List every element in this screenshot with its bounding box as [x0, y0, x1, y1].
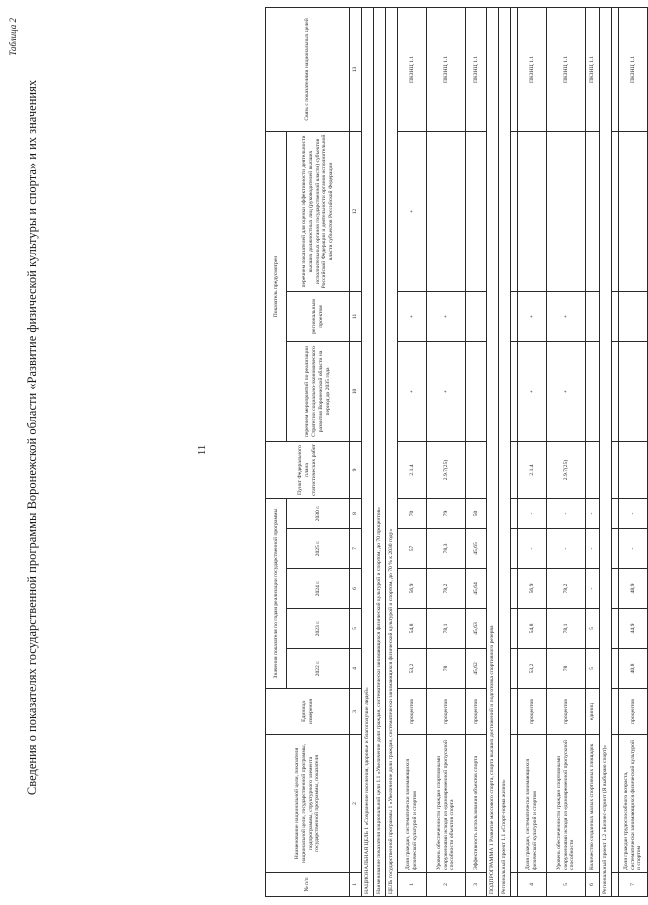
empty-cell — [612, 689, 619, 735]
strategy-mark — [466, 341, 487, 441]
plan-point — [619, 441, 648, 498]
empty-cell — [612, 7, 619, 131]
indicator-name: Уровень обеспеченности граждан спортивными сооружениями исходя из единовременной пропускной способности объектов спорта — [427, 735, 466, 873]
regional-project-row: Региональный проект 1.2 «Бизнес-спринт (Я выбираю спорт)» — [600, 7, 612, 896]
indicator-name: Эффективность использования объектов спорта — [466, 735, 487, 873]
year-value: 45,65 — [466, 529, 487, 569]
column-number: 6 — [350, 569, 362, 609]
header-pred-regional: региональным проектом — [287, 291, 350, 341]
column-number: 2 — [350, 735, 362, 873]
table-row — [427, 7, 466, 896]
empty-cell — [511, 131, 518, 291]
year-value: 78,1 — [427, 609, 466, 649]
empty-cell — [511, 735, 518, 873]
year-value: - — [586, 569, 600, 609]
strategy-mark: + — [427, 341, 466, 441]
empty-cell — [612, 873, 619, 897]
year-value: 78,3 — [427, 529, 466, 569]
national-link: ПКЗНЦ 1.1 — [427, 7, 466, 131]
unit: процентов — [619, 689, 648, 735]
year-value: 53,2 — [398, 649, 427, 689]
efficiency-mark — [427, 131, 466, 291]
empty-cell — [511, 498, 518, 528]
spacer-row — [511, 7, 518, 896]
efficiency-mark — [619, 131, 648, 291]
national-link: ПКЗНЦ 1.1 — [398, 7, 427, 131]
year-value: - — [547, 498, 586, 528]
table-row — [518, 7, 547, 896]
indicator-name: Уровень обеспеченности граждан спортивными сооружениями исходя из единовременной пропускной способности — [547, 735, 586, 873]
indicator-name: Доля граждан, систематически занимающихся физической культурой и спортом — [518, 735, 547, 873]
row-number: 5 — [547, 873, 586, 897]
empty-cell — [612, 649, 619, 689]
column-number: 5 — [350, 609, 362, 649]
year-value: - — [518, 529, 547, 569]
year-value: 78 — [427, 649, 466, 689]
page-number: 11 — [196, 444, 208, 456]
column-number: 10 — [350, 341, 362, 441]
year-value: - — [586, 529, 600, 569]
row-number: 6 — [586, 873, 600, 897]
header-values-group: Значения показателя по годам реализации государственной программы — [266, 498, 287, 688]
regional-mark — [466, 291, 487, 341]
empty-cell — [511, 649, 518, 689]
strategy-mark: + — [398, 341, 427, 441]
column-numbers-row — [350, 7, 362, 896]
year-value: 45,62 — [466, 649, 487, 689]
year-value: 78,1 — [547, 609, 586, 649]
header-year: 2023 г. — [287, 609, 350, 649]
header-num: № п/п — [266, 873, 350, 897]
regional-mark: + — [518, 291, 547, 341]
strategy-mark: + — [547, 341, 586, 441]
empty-cell — [612, 735, 619, 873]
table-row — [547, 7, 586, 896]
empty-cell — [612, 569, 619, 609]
year-value: 56,9 — [398, 569, 427, 609]
year-value: 78 — [547, 649, 586, 689]
header-year: 2030 г. — [287, 498, 350, 528]
header-link: Связь с показателями национальных целей — [266, 7, 350, 131]
plan-point: 2.9.7(25) — [427, 441, 466, 498]
efficiency-mark — [547, 131, 586, 291]
unit: единиц — [586, 689, 600, 735]
empty-cell — [612, 291, 619, 341]
row-number: 2 — [427, 873, 466, 897]
national-link: ПКЗНЦ 1.1 — [518, 7, 547, 131]
table-row — [466, 7, 487, 896]
empty-cell — [612, 529, 619, 569]
subprogram-row: ПОДПРОГРАММА 1 Развитие массового спорта, спорта высших достижений и подготовка спортивного резерва — [487, 7, 499, 896]
year-value: 79 — [427, 498, 466, 528]
year-value: 44,9 — [619, 609, 648, 649]
empty-cell — [612, 441, 619, 498]
spacer-row — [612, 7, 619, 896]
empty-cell — [612, 131, 619, 291]
year-value: 50 — [466, 498, 487, 528]
column-number: 11 — [350, 291, 362, 341]
year-value: 54,8 — [518, 609, 547, 649]
national-goal-row: НАЦИОНАЛЬНАЯ ЦЕЛЬ 1 «Сохранение населения, здоровье и благополучие людей» — [362, 7, 374, 896]
year-value: - — [586, 498, 600, 528]
column-number: 9 — [350, 441, 362, 498]
row-number: 4 — [518, 873, 547, 897]
regional-mark — [619, 291, 648, 341]
header-year: 2022 г. — [287, 649, 350, 689]
regional-project-row: Региональный проект 1.1 «Спорт-норма жизни» — [499, 7, 511, 896]
efficiency-mark — [466, 131, 487, 291]
efficiency-mark — [586, 131, 600, 291]
plan-point — [586, 441, 600, 498]
row-number: 3 — [466, 873, 487, 897]
table-row — [619, 7, 648, 896]
plan-point: 2.1.4 — [398, 441, 427, 498]
row-number: 1 — [398, 873, 427, 897]
unit: процентов — [547, 689, 586, 735]
year-value: 78,2 — [547, 569, 586, 609]
indicator-name: Доля граждан, систематически занимающихся физической культурой и спортом — [398, 735, 427, 873]
column-number: 12 — [350, 131, 362, 291]
column-number: 4 — [350, 649, 362, 689]
year-value: - — [619, 498, 648, 528]
column-number: 13 — [350, 7, 362, 131]
table-row — [398, 7, 427, 896]
header-pred-strategy: перечнем мероприятий по реализации Стратегии социально-экономического развития Воронежской области на период до 2035 года — [287, 341, 350, 441]
efficiency-mark: + — [398, 131, 427, 291]
year-value: 5 — [586, 649, 600, 689]
year-value: 54,8 — [398, 609, 427, 649]
year-value: 5 — [586, 609, 600, 649]
empty-cell — [511, 529, 518, 569]
year-value: 56,9 — [518, 569, 547, 609]
year-value: 45,64 — [466, 569, 487, 609]
regional-mark: + — [547, 291, 586, 341]
empty-cell — [511, 873, 518, 897]
header-year: 2024 г. — [287, 569, 350, 609]
year-value: 53,2 — [518, 649, 547, 689]
year-value: 48,9 — [619, 569, 648, 609]
empty-cell — [612, 498, 619, 528]
regional-mark — [586, 291, 600, 341]
empty-cell — [511, 341, 518, 441]
header-unit: Единица измерения — [266, 689, 350, 735]
header-name: Наименование национальной цели, показателя национальной цели, государственной программы, подпрограммы, структурного элемента государственной программы, показателя — [266, 735, 350, 873]
empty-cell — [511, 441, 518, 498]
year-value: - — [547, 529, 586, 569]
plan-point: 2.9.7(25) — [547, 441, 586, 498]
empty-cell — [511, 291, 518, 341]
unit: процентов — [518, 689, 547, 735]
indicator-name-row: Наименование показателя национальной цели 1.1 «Увеличение доли граждан, систематически занимающихся физической культурой и спортом, до 70 процентов» — [374, 7, 386, 896]
national-link: ПКЗНЦ 1.1 — [466, 7, 487, 131]
empty-cell — [612, 609, 619, 649]
strategy-mark — [586, 341, 600, 441]
empty-cell — [612, 341, 619, 441]
year-value: 40,8 — [619, 649, 648, 689]
column-number: 1 — [350, 873, 362, 897]
column-number: 3 — [350, 689, 362, 735]
unit: процентов — [398, 689, 427, 735]
header-pred-efficiency: перечнем показателей для оценки эффективности деятельности высших должностных лиц (руководителей высших исполнительных органов государственной власти) субъектов Российской Федерации и деятельности органов исполнительной власти субъектов Российской Федерации — [287, 131, 350, 291]
national-link: ПКЗНЦ 1.1 — [547, 7, 586, 131]
empty-cell — [511, 569, 518, 609]
regional-mark: + — [427, 291, 466, 341]
empty-cell — [511, 689, 518, 735]
table-row — [586, 7, 600, 896]
header-predusmotren: Показатель предусмотрен — [266, 131, 287, 441]
year-value: - — [518, 498, 547, 528]
national-link: ПКЗНЦ 1.1 — [586, 7, 600, 131]
indicator-name: Количество созданных малых спортивных площадок — [586, 735, 600, 873]
year-value: 70 — [398, 498, 427, 528]
indicators-table — [265, 7, 648, 897]
year-value: 57 — [398, 529, 427, 569]
empty-cell — [511, 609, 518, 649]
empty-cell — [511, 7, 518, 131]
efficiency-mark — [518, 131, 547, 291]
header-year: 2025 г. — [287, 529, 350, 569]
regional-mark: + — [398, 291, 427, 341]
plan-point — [466, 441, 487, 498]
strategy-mark — [619, 341, 648, 441]
national-link: ПКЗНЦ 1.1 — [619, 7, 648, 131]
header-plan-point: Пункт Федерального плана статистических работ — [266, 441, 350, 498]
column-number: 8 — [350, 498, 362, 528]
strategy-mark: + — [518, 341, 547, 441]
unit: процентов — [466, 689, 487, 735]
program-goal-row: ЦЕЛЬ государственной программы 1 «Увеличение доли граждан, систематически занимающихся физической культурой и спортом, до 70 % к 2030 году» — [386, 7, 398, 896]
indicator-name: Доля граждан трудоспособного возраста, систематически занимающихся физической культурой и спортом — [619, 735, 648, 873]
unit: процентов — [427, 689, 466, 735]
table-label: Таблица 2 — [8, 18, 18, 56]
document-title: Сведения о показателях государственной программы Воронежской области «Развитие физической культуры и спорта» и их значениях — [25, 79, 39, 796]
year-value: - — [619, 529, 648, 569]
column-number: 7 — [350, 529, 362, 569]
year-value: 45,63 — [466, 609, 487, 649]
year-value: 78,2 — [427, 569, 466, 609]
row-number: 7 — [619, 873, 648, 897]
plan-point: 2.1.4 — [518, 441, 547, 498]
